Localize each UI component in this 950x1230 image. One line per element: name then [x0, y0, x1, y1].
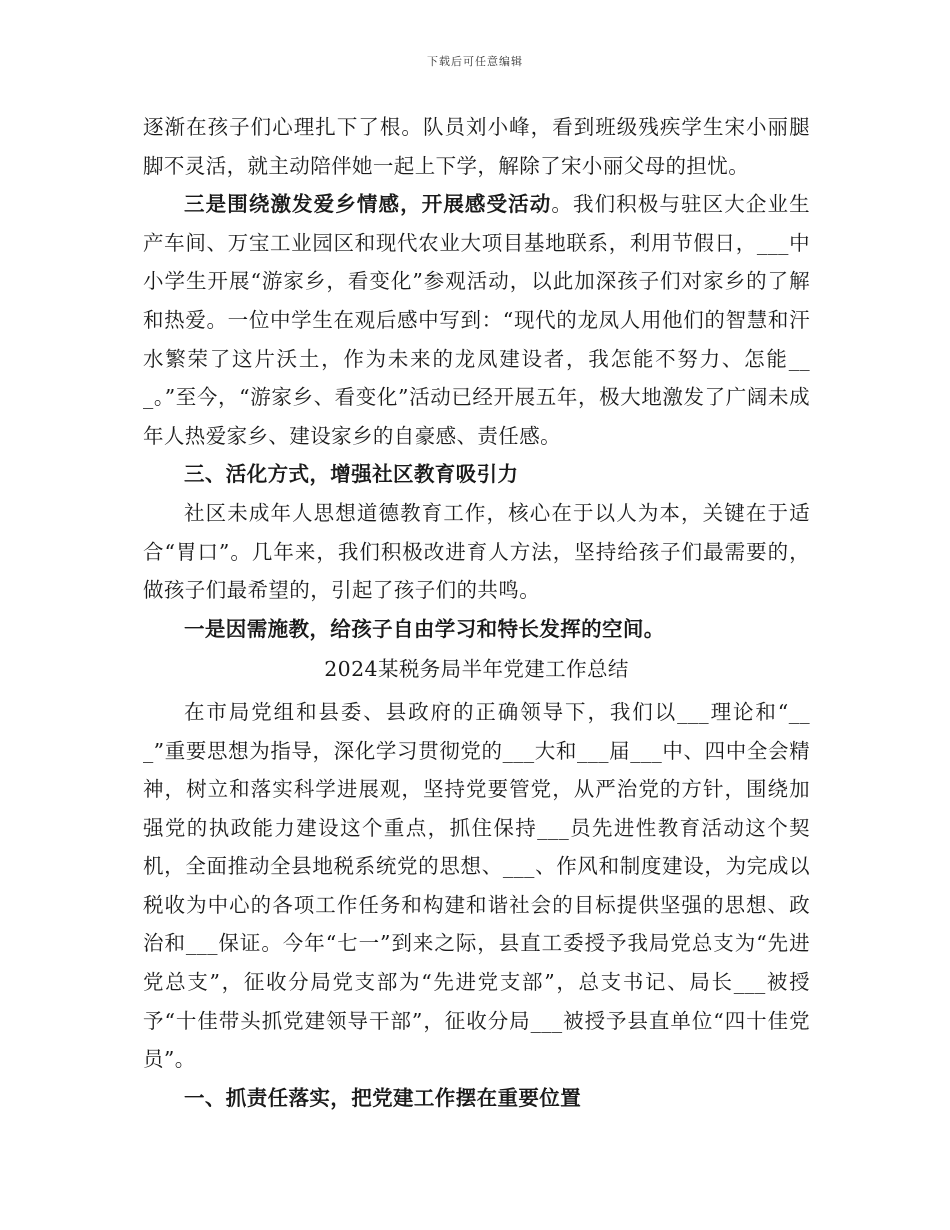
- paragraph-body: 。我们积极与驻区大企业生产车间、万宝工业园区和现代农业大项目基地联系，利用节假日，___中小学生开展“游家乡，看变化”参观活动，以此加深孩子们对家乡的了解和热爱。一位中学生在观后感中写到：“现代的龙凤人用他们的智慧和汗水繁荣了这片沃土，作为未来的龙凤建设者，我怎能不努力、怎能___。”至今，“游家乡、看变化”活动已经开展五年，极大地激发了广阔未成年人热爱家乡、建设家乡的自豪感、责任感。: [143, 192, 810, 448]
- section-heading-one: 一、抓责任落实，把党建工作摆在重要位置: [184, 1085, 582, 1110]
- document-body: [143, 108, 810, 1117]
- subheading-teach-by-need: 一是因需施教，给孩子自由学习和特长发挥的空间。: [184, 616, 665, 641]
- paragraph-love-hometown: [143, 185, 810, 455]
- section-heading-three: 三、活化方式，增强社区教育吸引力: [184, 462, 519, 487]
- paragraph-summary-intro: 在市局党组和县委、县政府的正确领导下，我们以___理论和“___”重要思想为指导，深化学习贯彻党的___大和___届___中、四中全会精神，树立和落实科学进展观，坚持党要管党，从严治党的方针，围绕加强党的执政能力建设这个重点，抓住保持___员先进性教育活动这个契机，全面推动全县地税系统党的思想、___、作风和制度建设，为完成以税收为中心的各项工作任务和构建和谐社会的目标提供坚强的思想、政治和___保证。今年“七一”到来之际，县直工委授予我局党总支为“先进党总支”，征收分局党支部为“先进党支部”，总支书记、局长___被授予“十佳带头抓党建领导干部”，征收分局___被授予县直单位“四十佳党员”。: [143, 699, 810, 1072]
- paragraph-community-education: 社区未成年人思想道德教育工作，核心在于以人为本，关键在于适合“胃口”。几年来，我们积极改进育人方法，坚持给孩子们最需要的，做孩子们最希望的，引起了孩子们的共鸣。: [143, 500, 810, 603]
- document-title: 2024某税务局半年党建工作总结: [324, 657, 629, 682]
- header-note: 下载后可任意编辑: [427, 55, 523, 68]
- paragraph-continuation: 逐渐在孩子们心理扎下了根。队员刘小峰，看到班级残疾学生宋小丽腿脚不灵活，就主动陪伴她一起上下学，解除了宋小丽父母的担忧。: [143, 115, 810, 178]
- paragraph-lead-heading: 三是围绕激发爱乡情感，开展感受活动: [184, 192, 552, 217]
